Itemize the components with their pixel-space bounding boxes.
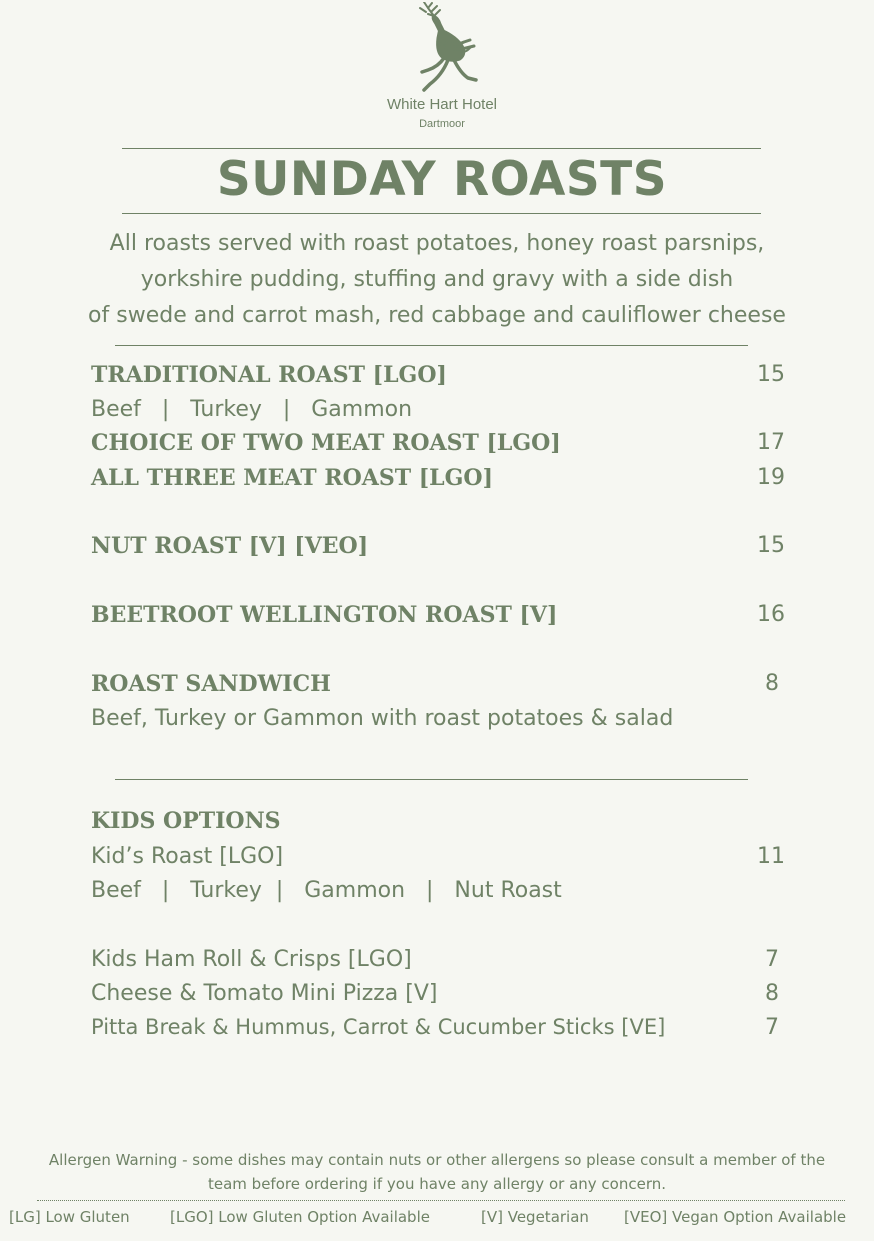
key-vegan-option: [VEO] Vegan Option Available	[624, 1208, 847, 1226]
menu-item-name: ALL THREE MEAT ROAST [LGO]	[91, 465, 493, 491]
leaping-stag-icon	[404, 2, 486, 94]
allergen-line: Allergen Warning - some dishes may contain nuts or other allergens so please consult a member of the	[48, 1151, 826, 1169]
menu-item-description: Beef, Turkey or Gammon with roast potatoes & salad	[91, 706, 674, 731]
menu-item-price: 17	[757, 430, 785, 455]
hotel-location: Dartmoor	[419, 118, 465, 130]
menu-item-beetroot-wellington	[91, 602, 785, 632]
menu-item-kids-ham-roll	[91, 947, 785, 977]
menu-item-name: BEETROOT WELLINGTON ROAST [V]	[91, 602, 558, 628]
menu-item-name: CHOICE OF TWO MEAT ROAST [LGO]	[91, 430, 561, 456]
menu-item-kids-roast	[91, 844, 785, 874]
title-bottom-rule	[122, 213, 761, 214]
page-title: SUNDAY ROASTS	[216, 152, 668, 207]
menu-item-three-meat-roast	[91, 465, 785, 495]
menu-item-price: 16	[757, 602, 785, 627]
menu-item-options: Beef | Turkey | Gammon | Nut Roast	[91, 878, 562, 903]
intro-text	[0, 226, 874, 334]
menu-item-price: 7	[765, 947, 779, 972]
menu-item-nut-roast	[91, 533, 785, 563]
kids-section-heading	[91, 808, 785, 838]
allergen-line: team before ordering if you have any allergy or any concern.	[207, 1175, 666, 1193]
hotel-name: White Hart Hotel	[386, 96, 498, 113]
menu-item-price: 15	[757, 362, 785, 387]
intro-line: of swede and carrot mash, red cabbage and cauliflower cheese	[88, 303, 786, 328]
menu-item-price: 8	[765, 671, 779, 696]
footer-divider	[37, 1200, 845, 1201]
menu-item-name: ROAST SANDWICH	[91, 671, 331, 697]
key-low-gluten-option: [LGO] Low Gluten Option Available	[170, 1208, 430, 1226]
key-low-gluten: [LG] Low Gluten	[9, 1208, 130, 1226]
menu-item-traditional-roast	[91, 362, 785, 392]
section-heading: KIDS OPTIONS	[91, 808, 281, 834]
allergen-warning	[0, 1148, 874, 1196]
menu-item-name: NUT ROAST [V] [VEO]	[91, 533, 369, 559]
menu-item-pitta-break	[91, 1015, 785, 1045]
intro-divider	[115, 345, 748, 346]
menu-item-mini-pizza	[91, 981, 785, 1011]
menu-item-name: Cheese & Tomato Mini Pizza [V]	[91, 981, 438, 1006]
intro-line: yorkshire pudding, stuffing and gravy with a side dish	[140, 267, 734, 292]
menu-item-price: 7	[765, 1015, 779, 1040]
menu-item-name: Kids Ham Roll & Crisps [LGO]	[91, 947, 412, 972]
menu-item-name: TRADITIONAL ROAST [LGO]	[91, 362, 447, 388]
menu-item-name: Pitta Break & Hummus, Carrot & Cucumber Sticks [VE]	[91, 1015, 666, 1039]
key-vegetarian: [V] Vegetarian	[481, 1208, 589, 1226]
menu-item-two-meat-roast	[91, 430, 785, 460]
menu-item-price: 11	[757, 844, 785, 869]
intro-line: All roasts served with roast potatoes, honey roast parsnips,	[109, 231, 765, 256]
menu-item-name: Kid’s Roast [LGO]	[91, 844, 284, 869]
menu-item-price: 15	[757, 533, 785, 558]
menu-item-price: 8	[765, 981, 779, 1006]
menu-item-options: Beef | Turkey | Gammon	[91, 397, 413, 422]
menu-item-roast-sandwich	[91, 671, 785, 701]
kids-divider	[115, 779, 748, 780]
title-top-rule	[122, 148, 761, 149]
menu-item-price: 19	[757, 465, 785, 490]
